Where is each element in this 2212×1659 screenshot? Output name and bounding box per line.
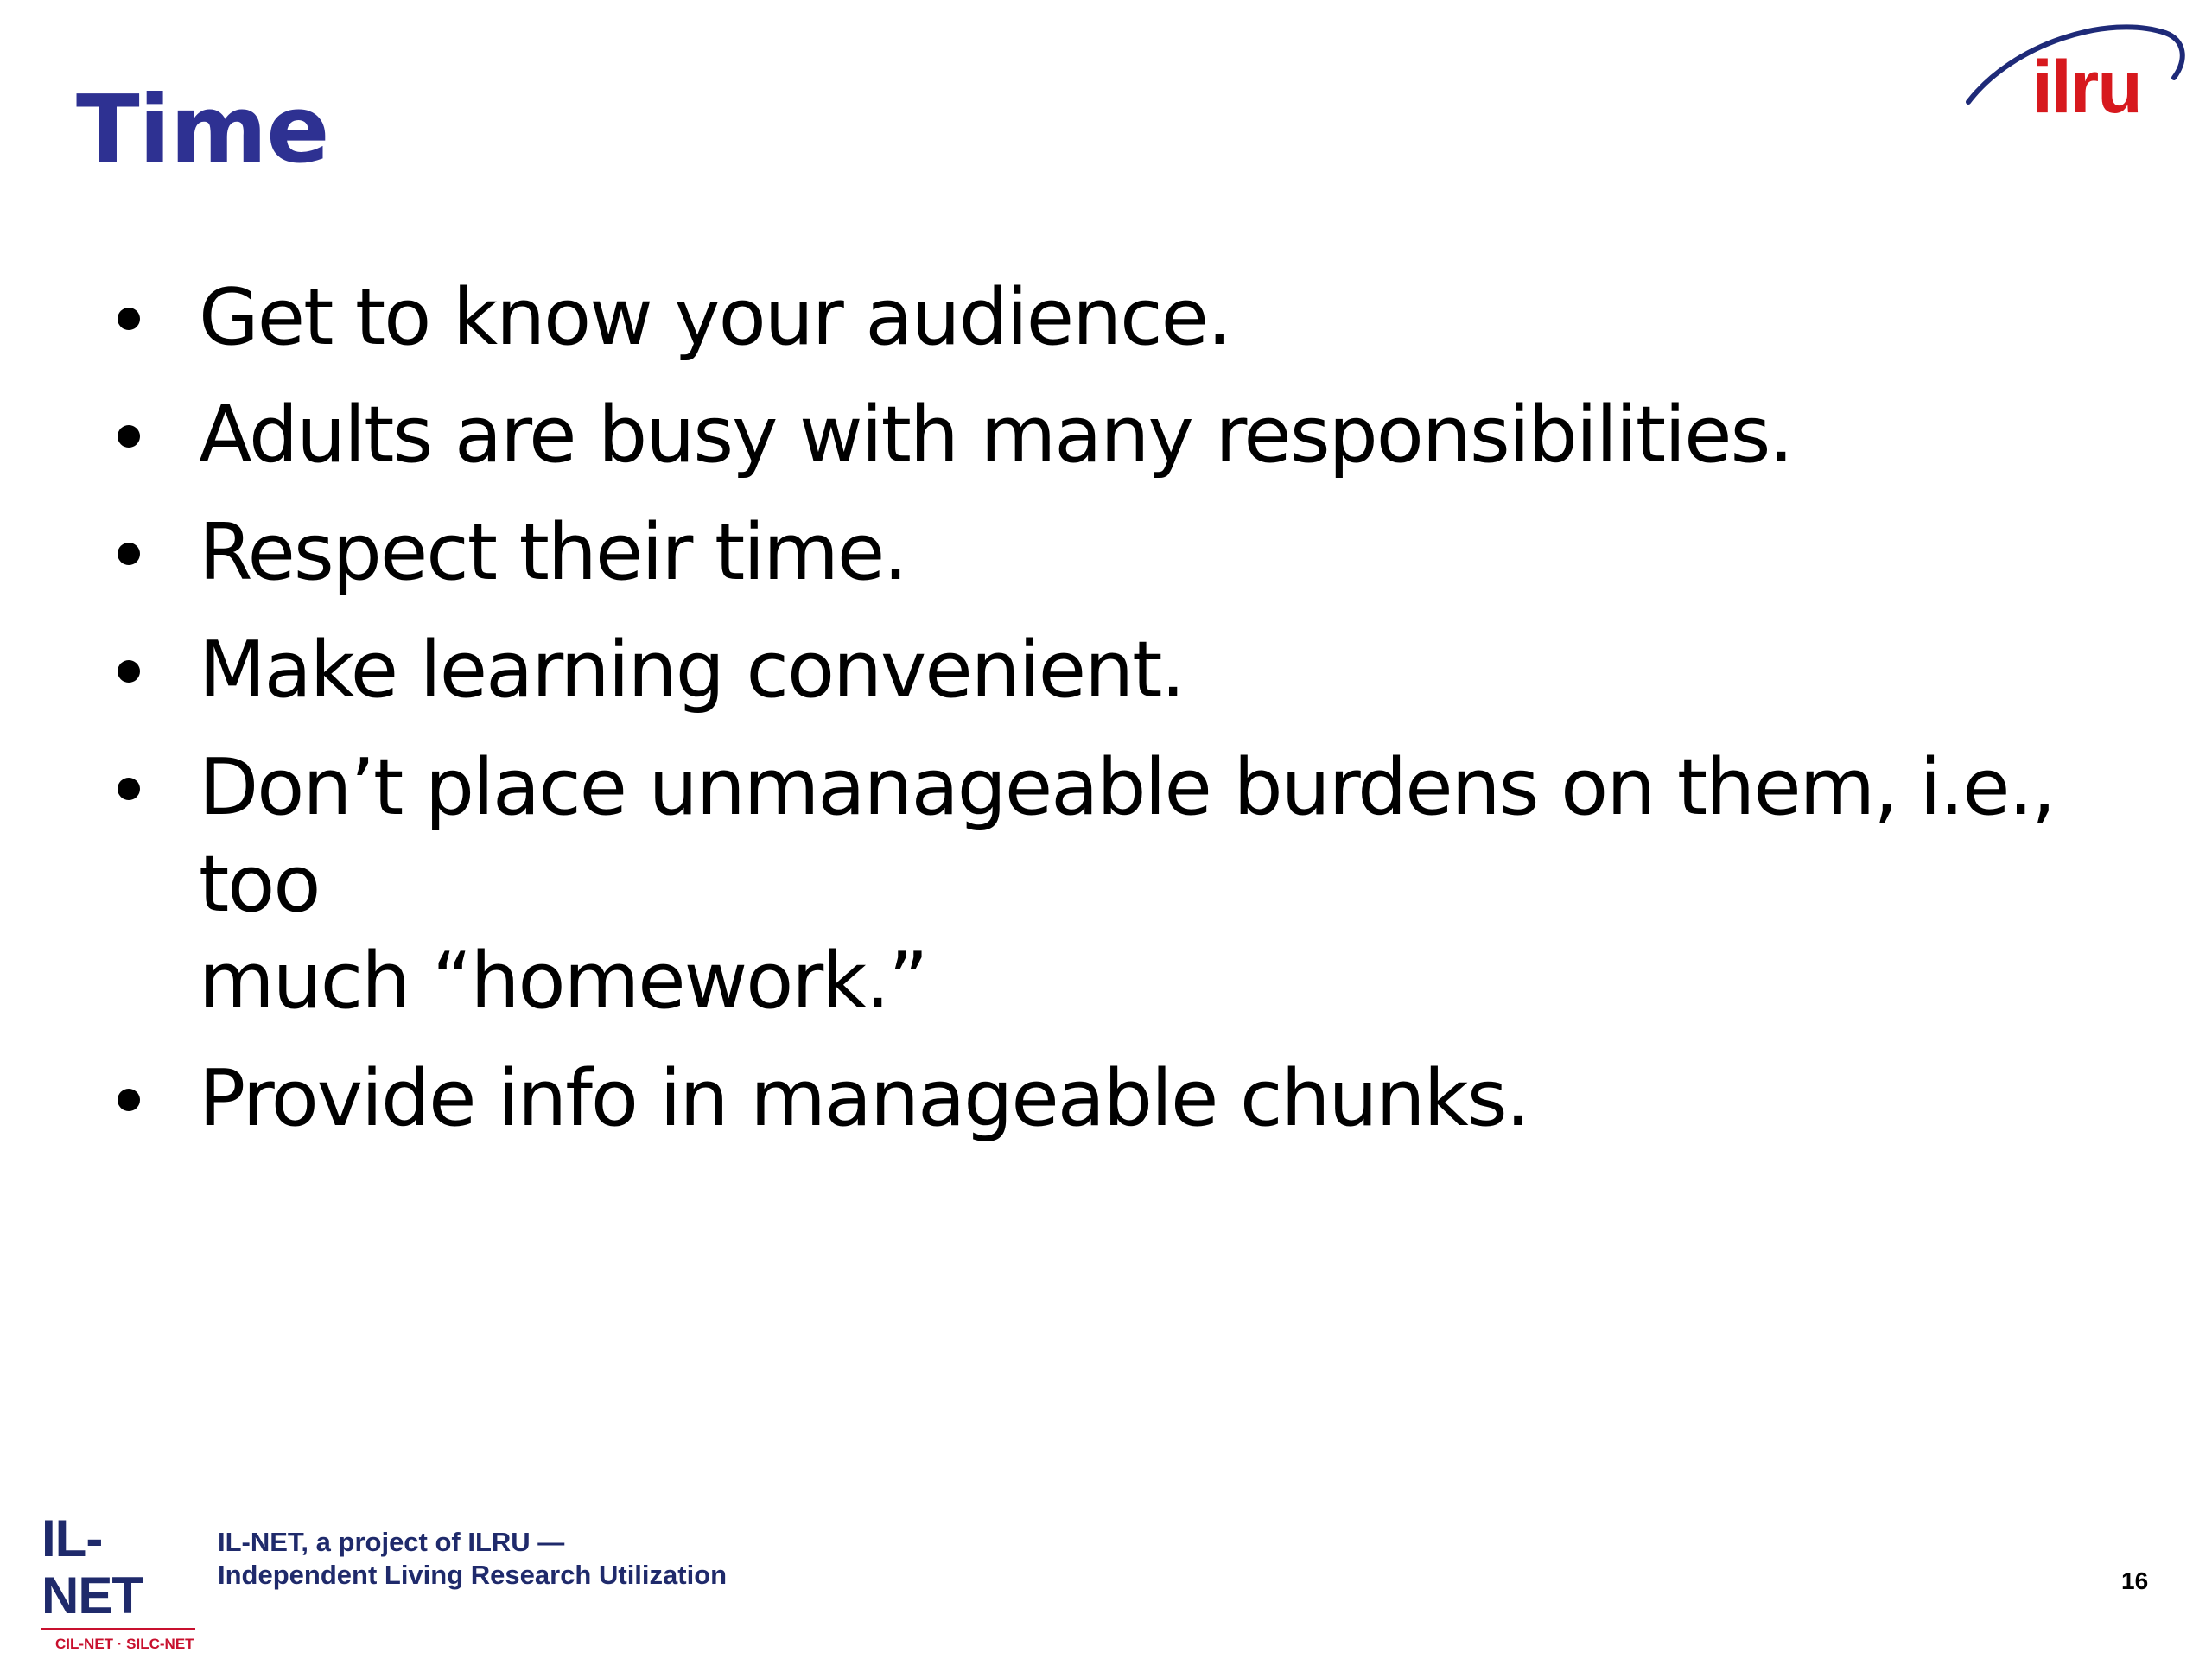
- bullet-text: Provide info in manageable chunks.: [199, 1053, 1529, 1144]
- footer-tagline-line2: Independent Living Research Utilization: [218, 1560, 728, 1590]
- il-net-logo-rule: [41, 1628, 195, 1630]
- ilru-logo: [1961, 17, 2186, 147]
- bullet-dot-icon: [118, 425, 140, 448]
- bullet-item: [112, 270, 2126, 366]
- bullet-text: Make learning convenient.: [199, 625, 1185, 715]
- bullet-dot-icon: [118, 660, 140, 683]
- bullet-dot-icon: [118, 778, 140, 800]
- il-net-logo-subtext: CIL-NET · SILC-NET: [55, 1636, 194, 1652]
- slide-title: Time: [76, 76, 329, 184]
- bullet-item: [112, 1051, 2126, 1147]
- bullet-item: [112, 622, 2126, 719]
- bullet-dot-icon: [118, 543, 140, 565]
- bullet-item: [112, 387, 2126, 484]
- bullet-dot-icon: [118, 1089, 140, 1111]
- bullet-text: Adults are busy with many responsibilities.: [199, 390, 1793, 480]
- bullet-item: [112, 505, 2126, 601]
- il-net-logo-text: IL-NET: [41, 1510, 143, 1624]
- page-number: 16: [2121, 1567, 2149, 1594]
- footer-tagline-line1: IL-NET, a project of ILRU —: [218, 1527, 565, 1557]
- il-net-logo: [41, 1510, 202, 1652]
- bullet-text-continued: much “homework.”: [199, 936, 927, 1027]
- bullet-list: [112, 270, 2126, 1168]
- ilru-logo-text: ilru: [2032, 46, 2141, 129]
- bullet-item: [112, 740, 2126, 1030]
- bullet-text: Respect their time.: [199, 507, 906, 598]
- bullet-text: Don’t place unmanageable burdens on them, i.e., too: [199, 742, 2055, 930]
- bullet-dot-icon: [118, 308, 140, 330]
- bullet-text: Get to know your audience.: [199, 272, 1230, 363]
- footer-tagline: [218, 1526, 727, 1592]
